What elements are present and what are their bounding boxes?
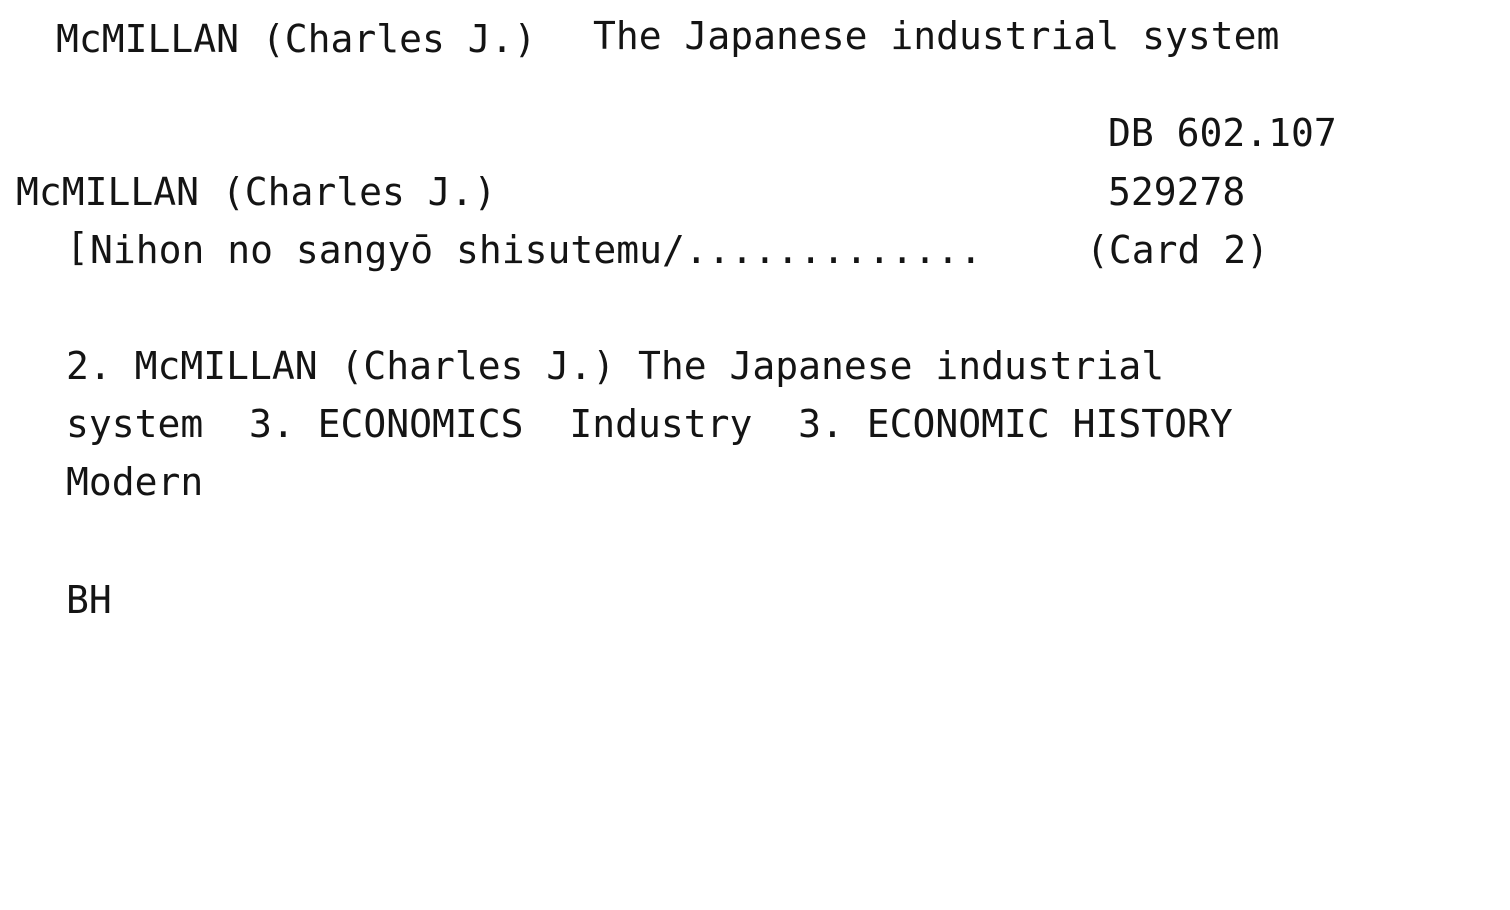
- main-entry-author: McMILLAN (Charles J.): [16, 170, 497, 214]
- tracing-line: 2. McMILLAN (Charles J.) The Japanese industrial: [66, 344, 1165, 388]
- call-number-shelfmark: DB 602.107: [1108, 111, 1337, 155]
- heading-title: The Japanese industrial system: [593, 14, 1280, 58]
- tracing-line: Modern: [66, 460, 204, 504]
- heading-author-name: McMILLAN (Charles J.): [56, 17, 537, 61]
- romanized-title: Nihon no sangyō shisutemu/.............: [90, 228, 983, 272]
- accession-number: 529278: [1108, 170, 1246, 214]
- title-open-bracket: [: [66, 225, 89, 269]
- location-code: BH: [66, 578, 112, 622]
- tracing-line: system 3. ECONOMICS Industry 3. ECONOMIC HISTORY: [66, 402, 1233, 446]
- card-sequence-number: (Card 2): [1086, 228, 1270, 272]
